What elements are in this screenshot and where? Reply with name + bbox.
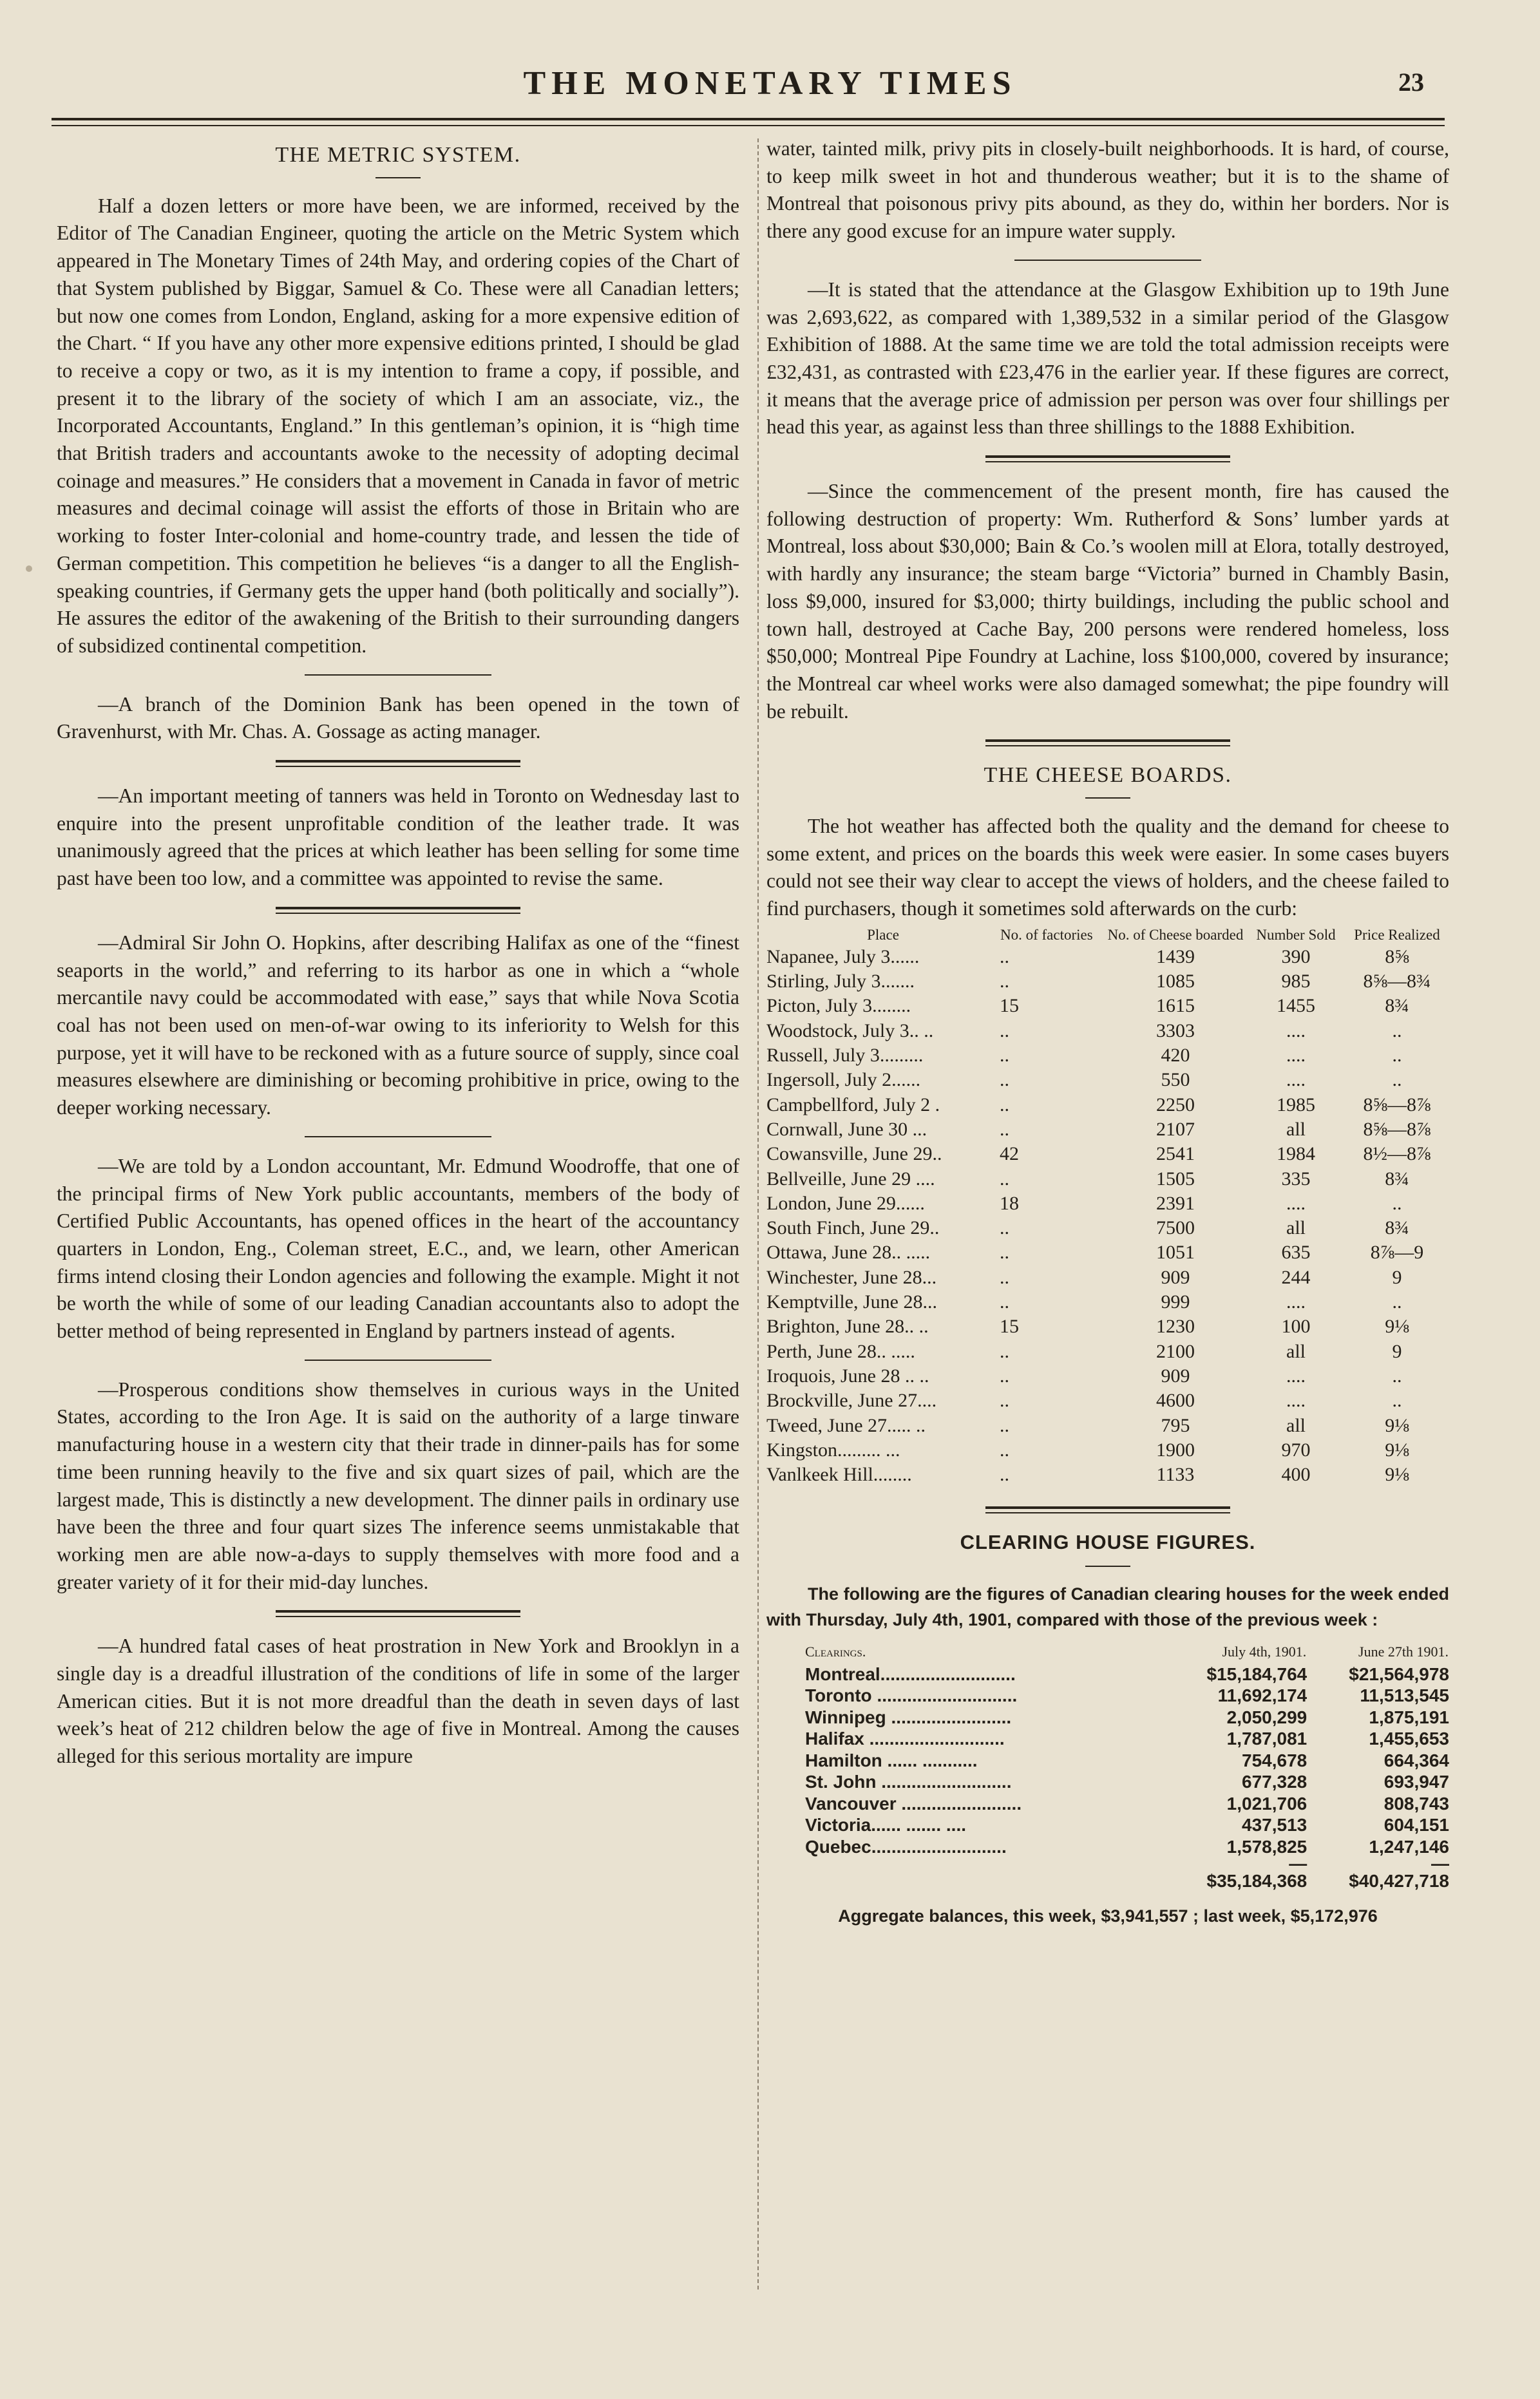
clearing-cell-this-week: 1,578,825 [1226, 1836, 1307, 1857]
cheese-row [766, 994, 1449, 1018]
clearing-dash-row [766, 1857, 1449, 1870]
cheese-cell-sold: 970 [1281, 1439, 1311, 1461]
cheese-cell-sold: 1984 [1277, 1143, 1315, 1165]
cheese-cell-sold: all [1286, 1414, 1306, 1436]
clearing-cell-this-week: 754,678 [1242, 1750, 1307, 1770]
clearing-cell-city: Vancouver ........................ [805, 1793, 1022, 1814]
cheese-cell-place: Tweed, June 27..... .. [766, 1414, 926, 1436]
header-boarded: No. of Cheese boarded [1107, 926, 1244, 943]
cheese-row [766, 1117, 1449, 1142]
clearing-table-header [766, 1640, 1449, 1664]
header-last-week: June 27th 1901. [1358, 1644, 1449, 1660]
separator [276, 760, 520, 767]
page-header [0, 0, 1540, 126]
cheese-table-body [766, 945, 1449, 1488]
cheese-cell-factories: .. [1000, 1242, 1009, 1264]
cheese-cell-boarded: 2100 [1156, 1340, 1195, 1362]
cheese-cell-price: 9⅛ [1385, 1439, 1409, 1461]
clearing-totals-row [766, 1870, 1449, 1892]
cheese-cell-sold: 985 [1281, 971, 1311, 992]
cheese-cell-place: Brighton, June 28.. .. [766, 1316, 929, 1338]
cheese-cell-boarded: 795 [1161, 1414, 1190, 1436]
cheese-cell-sold: .... [1286, 1390, 1306, 1412]
cheese-cell-boarded: 2541 [1156, 1143, 1195, 1165]
clearing-row [766, 1707, 1449, 1729]
cheese-cell-sold: .... [1286, 1365, 1306, 1387]
paper-speck [26, 565, 32, 572]
cheese-cell-factories: .. [1000, 1390, 1009, 1412]
clearing-cell-last-week: 1,875,191 [1369, 1707, 1449, 1727]
clearing-cell-city: Quebec........................... [805, 1836, 1007, 1857]
cheese-cell-factories: .. [1000, 1045, 1009, 1067]
cheese-cell-factories: 42 [1000, 1143, 1019, 1165]
cheese-cell-sold: 635 [1281, 1242, 1311, 1264]
cheese-cell-place: Kemptville, June 28... [766, 1291, 937, 1313]
cheese-cell-boarded: 1230 [1156, 1316, 1195, 1338]
cheese-cell-sold: all [1286, 1340, 1306, 1362]
clearing-cell-last-week: 664,364 [1383, 1750, 1449, 1770]
dominion-bank-item: —A branch of the Dominion Bank has been opened in the town of Gravenhurst, with Mr. Chas. A. Gossage as acting manager. [57, 692, 739, 743]
cheese-cell-factories: .. [1000, 1464, 1009, 1486]
cheese-cell-sold: 400 [1281, 1464, 1311, 1486]
impure-water-continuation: water, tainted milk, privy pits in closely-built neighborhoods. It is hard, of course, to keep milk sweet in hot and thunderous weather; but it is to the shame of Montreal that poisonous privy pits abound, as they do, within her borders. Nor is there any good excuse for an impure water supply. [766, 137, 1449, 243]
cheese-cell-place: Bellveille, June 29 .... [766, 1168, 935, 1190]
cheese-cell-sold: all [1286, 1217, 1306, 1239]
heat-prostration-item: —A hundred fatal cases of heat prostration in New York and Brooklyn in a single day is a dreadful illustration of the conditions of life in some of the larger American cities. But it is not more dreadful than the death in seven days of last week’s heat of 212 children below the age of five in Montreal. Among the causes alleged for this serious mortality are impure [57, 1635, 739, 1768]
cheese-cell-boarded: 7500 [1156, 1217, 1195, 1239]
clearing-cell-this-week: 437,513 [1242, 1815, 1307, 1835]
cheese-cell-place: Stirling, July 3....... [766, 971, 915, 992]
cheese-cell-boarded: 2250 [1156, 1094, 1195, 1115]
cheese-cell-sold: 100 [1281, 1316, 1311, 1338]
header-this-week: July 4th, 1901. [1222, 1644, 1307, 1660]
separator [985, 455, 1230, 462]
cheese-cell-place: Cornwall, June 30 ... [766, 1118, 927, 1140]
cheese-cell-price: .. [1392, 1045, 1402, 1067]
clearing-row [766, 1728, 1449, 1750]
separator [1014, 260, 1201, 261]
cheese-cell-boarded: 2107 [1156, 1118, 1195, 1140]
cheese-cell-factories: .. [1000, 1094, 1009, 1115]
clearing-cell-last-week: 1,455,653 [1369, 1729, 1449, 1749]
clearing-cell-city: Victoria...... ....... .... [805, 1815, 967, 1835]
cheese-cell-place: Campbellford, July 2 . [766, 1094, 940, 1115]
cheese-cell-boarded: 1085 [1156, 971, 1195, 992]
cheese-cell-sold: 244 [1281, 1266, 1311, 1288]
cheese-cell-price: 9⅛ [1385, 1464, 1409, 1486]
cheese-cell-boarded: 550 [1161, 1069, 1190, 1091]
cheese-cell-boarded: 2391 [1156, 1192, 1195, 1214]
clearing-cell-this-week: 677,328 [1242, 1772, 1307, 1792]
cheese-row [766, 1068, 1449, 1092]
cheese-cell-price: .. [1392, 1069, 1402, 1091]
cheese-cell-factories: .. [1000, 1069, 1009, 1091]
cheese-cell-sold: .... [1286, 1045, 1306, 1067]
cheese-row [766, 1142, 1449, 1166]
left-column [57, 135, 739, 1770]
cheese-cell-boarded: 4600 [1156, 1390, 1195, 1412]
separator [276, 1610, 520, 1617]
cheese-row [766, 1043, 1449, 1068]
halifax-item: —Admiral Sir John O. Hopkins, after describing Halifax as one of the “finest seaports in the world,” and referring to its harbor as one in which a “whole mercantile navy could be accommodated with ease,” says that while Nova Scotia coal has not been used on men-of-war owing to its inferiority to Welsh for this purpose, yet it will have to be reckoned with as a future source of supply, since coal measures elsewhere are diminishing or becoming prohibitive in price, owing to the deeper working necessary. [57, 931, 739, 1119]
cheese-cell-sold: .... [1286, 1019, 1306, 1041]
cheese-row [766, 969, 1449, 994]
cheese-cell-sold: all [1286, 1118, 1306, 1140]
cheese-cell-price: 9 [1392, 1340, 1402, 1362]
cheese-cell-price: .. [1392, 1192, 1402, 1214]
cheese-cell-price: 9 [1392, 1266, 1402, 1288]
cheese-row [766, 945, 1449, 969]
cheese-cell-place: Ingersoll, July 2...... [766, 1069, 921, 1091]
cheese-cell-place: Picton, July 3........ [766, 995, 911, 1017]
clearing-cell-city: Halifax ........................... [805, 1729, 1005, 1749]
cheese-cell-place: Brockville, June 27.... [766, 1390, 937, 1412]
cheese-cell-price: 8½—8⅞ [1363, 1143, 1431, 1165]
london-accountants-item: —We are told by a London accountant, Mr. Edmund Woodroffe, that one of the principal firms of New York public accountants, members of the body of Certified Public Accountants, has opened offices in the heart of the accountancy quarters in London, Eng., Coleman street, E.C., and, we learn, other American firms intend closing their London agencies and following the example. Might it not be worth the while of some of our leading Canadian accountants also to adopt the better method of being represented in England by partners instead of agents. [57, 1154, 739, 1343]
clearing-row [766, 1814, 1449, 1836]
header-rule-thin [52, 125, 1445, 126]
cheese-cell-factories: .. [1000, 1266, 1009, 1288]
separator [305, 674, 491, 676]
cheese-cell-boarded: 1615 [1156, 995, 1195, 1017]
clearing-cell-city: St. John .......................... [805, 1772, 1012, 1792]
clearing-row [766, 1750, 1449, 1772]
clearing-cell-city: Montreal........................... [805, 1664, 1016, 1684]
cheese-cell-boarded: 420 [1161, 1045, 1190, 1067]
separator [985, 739, 1230, 746]
header-clearings: Clearings. [805, 1644, 866, 1660]
cheese-cell-boarded: 1133 [1156, 1464, 1195, 1486]
cheese-cell-price: 9⅛ [1385, 1316, 1409, 1338]
clearing-cell-last-week: $21,564,978 [1349, 1664, 1449, 1684]
cheese-cell-price: 8⅝—8⅞ [1363, 1094, 1431, 1115]
cheese-boards-title: THE CHEESE BOARDS. [984, 763, 1232, 788]
clearing-cell-this-week: 11,692,174 [1217, 1685, 1307, 1706]
cheese-cell-price: 8¾ [1385, 1217, 1409, 1239]
cheese-cell-price: 8⅝—8⅞ [1363, 1118, 1431, 1140]
cheese-cell-boarded: 1900 [1156, 1439, 1195, 1461]
cheese-cell-boarded: 1051 [1156, 1242, 1195, 1264]
cheese-cell-price: 8⅝ [1385, 945, 1409, 967]
cheese-cell-place: Russell, July 3......... [766, 1045, 924, 1067]
clearing-cell-this-week: 1,787,081 [1226, 1729, 1307, 1749]
totals-label [766, 1870, 1165, 1892]
clearing-row [766, 1771, 1449, 1793]
cheese-cell-sold: 335 [1281, 1168, 1311, 1190]
cheese-cell-factories: 18 [1000, 1192, 1019, 1214]
cheese-cell-price: .. [1392, 1365, 1402, 1387]
metric-system-title: THE METRIC SYSTEM. [275, 143, 521, 167]
cheese-cell-price: 8¾ [1385, 995, 1409, 1017]
cheese-cell-boarded: 909 [1161, 1266, 1190, 1288]
cheese-cell-price: .. [1392, 1390, 1402, 1412]
clearing-row [766, 1836, 1449, 1858]
cheese-cell-place: Woodstock, July 3.. .. [766, 1019, 934, 1041]
clearing-cell-this-week: 2,050,299 [1226, 1707, 1307, 1727]
cheese-cell-boarded: 999 [1161, 1291, 1190, 1313]
tanners-item: —An important meeting of tanners was held in Toronto on Wednesday last to enquire into the present unprofitable condition of the leather trade. It was unanimously agreed that the prices at which leather has been selling for some time past have been too low, and a committee was appointed to revise the same. [57, 784, 739, 890]
dash: — [1431, 1854, 1449, 1874]
cheese-row [766, 1364, 1449, 1389]
cheese-row [766, 1167, 1449, 1191]
cheese-row [766, 1093, 1449, 1117]
cheese-cell-factories: .. [1000, 1118, 1009, 1140]
cheese-cell-price: .. [1392, 1291, 1402, 1313]
clearing-row [766, 1685, 1449, 1707]
clearing-cell-last-week: 693,947 [1383, 1772, 1449, 1792]
total-last-week: $40,427,718 [1349, 1871, 1449, 1892]
cheese-cell-factories: .. [1000, 1365, 1009, 1387]
cheese-cell-place: Ottawa, June 28.. ..... [766, 1242, 931, 1264]
cheese-cell-sold: .... [1286, 1069, 1306, 1091]
clearing-cell-city: Hamilton ...... ........... [805, 1750, 978, 1770]
masthead: THE MONETARY TIMES [523, 65, 1017, 102]
cheese-cell-boarded: 909 [1161, 1365, 1190, 1387]
cheese-cell-sold: 1455 [1277, 995, 1315, 1017]
header-sold: Number Sold [1256, 926, 1336, 943]
fire-losses-item: —Since the commencement of the present month, fire has caused the following destruction of property: Wm. Rutherford & Sons’ lumber yards at Montreal, loss about $30,000; Bain & Co.’s woolen mill at Elora, totally destroyed, with hardly any insurance; the steam barge “Victoria” burned in Chambly Basin, loss $9,000, insured for $3,000; thirty buildings, including the public school and town hall, destroyed at Cache Bay, 200 persons were rendered homeless, loss $50,000; Montreal Pipe Foundry at Lachine, loss $100,000, covered by insurance; the Montreal car wheel works were also damaged somewhat; the pipe foundry will be rebuilt. [766, 480, 1449, 723]
cheese-cell-boarded: 3303 [1156, 1019, 1195, 1041]
dinner-pails-item: —Prosperous conditions show themselves in curious ways in the United States, according to the Iron Age. It is said on the authority of a large tinware manufacturing house in a western city that their trade in dinner-pails has for some time been running heavily to the five and six quart sizes of pail, which are the largest made, This is distinctly a new development. The dinner pails in ordinary use have been the three and four quart sizes The inference seems unmistakable that working men are able now-a-days to supply themselves with more food and a greater variety of it for their mid-day lunches. [57, 1378, 739, 1593]
cheese-cell-price: .. [1392, 1019, 1402, 1041]
clearing-row [766, 1664, 1449, 1685]
glasgow-exhibition-item: —It is stated that the attendance at the Glasgow Exhibition up to 19th June was 2,693,622, as compared with 1,389,532 in a similar period of the Glasgow Exhibition of 1888. At the same time we are told the total admission receipts were £32,431, as contrasted with £23,476 in the earlier year. If these figures are correct, it means that the average price of admission per person was over four shillings per head this year, as against less than three shillings to the 1888 Exhibition. [766, 278, 1449, 439]
clearing-table [766, 1640, 1449, 1892]
clearing-cell-last-week: 808,743 [1383, 1793, 1449, 1814]
aggregate-balances: Aggregate balances, this week, $3,941,557 ; last week, $5,172,976 [838, 1906, 1378, 1926]
cheese-cell-sold: .... [1286, 1192, 1306, 1214]
cheese-cell-factories: .. [1000, 1217, 1009, 1239]
cheese-cell-boarded: 1439 [1156, 945, 1195, 967]
cheese-cell-sold: 1985 [1277, 1094, 1315, 1115]
clearing-cell-last-week: 11,513,545 [1360, 1685, 1449, 1706]
cheese-row [766, 1216, 1449, 1240]
clearing-cell-city: Toronto ............................ [805, 1685, 1018, 1706]
clearing-cell-last-week: 1,247,146 [1369, 1836, 1449, 1857]
cheese-row [766, 1266, 1449, 1290]
cheese-cell-factories: .. [1000, 1168, 1009, 1190]
cheese-cell-place: Iroquois, June 28 .. .. [766, 1365, 929, 1387]
cheese-row [766, 1389, 1449, 1413]
page-number: 23 [1398, 68, 1424, 97]
cheese-row [766, 1438, 1449, 1463]
cheese-cell-factories: .. [1000, 1340, 1009, 1362]
title-dash [1085, 797, 1130, 799]
cheese-row [766, 1340, 1449, 1364]
cheese-cell-price: 8⅝—8¾ [1363, 971, 1431, 992]
cheese-table-header [766, 927, 1449, 945]
cheese-cell-boarded: 1505 [1156, 1168, 1195, 1190]
cheese-cell-factories: .. [1000, 1019, 1009, 1041]
cheese-cell-place: Kingston......... ... [766, 1439, 900, 1461]
clearing-row [766, 1793, 1449, 1815]
header-factories: No. of factories [1000, 926, 1093, 943]
cheese-cell-factories: 15 [1000, 995, 1019, 1017]
cheese-cell-place: South Finch, June 29.. [766, 1217, 940, 1239]
header-rule [52, 118, 1445, 120]
clearing-cell-last-week: 604,151 [1383, 1815, 1449, 1835]
cheese-table [766, 927, 1449, 1488]
cheese-cell-price: 8⅞—9 [1370, 1242, 1424, 1264]
cheese-cell-factories: .. [1000, 1439, 1009, 1461]
header-place: Place [867, 926, 899, 943]
cheese-cell-price: 8¾ [1385, 1168, 1409, 1190]
cheese-cell-factories: .. [1000, 1291, 1009, 1313]
separator [305, 1360, 491, 1361]
separator [276, 907, 520, 914]
title-dash [375, 177, 421, 178]
cheese-cell-sold: 390 [1281, 945, 1311, 967]
clearing-cell-this-week: 1,021,706 [1226, 1793, 1307, 1814]
dash: — [1289, 1854, 1307, 1874]
clearing-table-body [766, 1664, 1449, 1858]
cheese-cell-factories: .. [1000, 1414, 1009, 1436]
cheese-boards-intro: The hot weather has affected both the quality and the demand for cheese to some extent, and prices on the boards this week were easier. In some cases buyers could not see their way clear to accept the views of holders, and the cheese failed to find purchasers, though it sometimes sold afterwards on the curb: [766, 815, 1449, 920]
clearing-cell-city: Winnipeg ........................ [805, 1707, 1012, 1727]
cheese-cell-sold: .... [1286, 1291, 1306, 1313]
separator [305, 1136, 491, 1137]
cheese-cell-factories: .. [1000, 971, 1009, 992]
separator [985, 1506, 1230, 1513]
clearing-house-intro: The following are the figures of Canadian clearing houses for the week ended with Thursday, July 4th, 1901, compared with those of the previous week : [766, 1584, 1449, 1630]
clearing-cell-this-week: $15,184,764 [1206, 1664, 1307, 1684]
cheese-cell-price: 9⅛ [1385, 1414, 1409, 1436]
cheese-row [766, 1191, 1449, 1216]
cheese-row [766, 1240, 1449, 1265]
cheese-cell-place: Winchester, June 28... [766, 1266, 937, 1288]
title-dash [1085, 1566, 1130, 1567]
cheese-cell-place: Napanee, July 3...... [766, 945, 920, 967]
cheese-row [766, 1314, 1449, 1339]
cheese-row [766, 1019, 1449, 1043]
cheese-cell-place: Cowansville, June 29.. [766, 1143, 942, 1165]
cheese-row [766, 1290, 1449, 1314]
cheese-row [766, 1414, 1449, 1438]
cheese-row [766, 1463, 1449, 1487]
cheese-cell-place: London, June 29...... [766, 1192, 925, 1214]
column-divider [757, 138, 759, 2290]
cheese-cell-place: Perth, June 28.. ..... [766, 1340, 915, 1362]
cheese-cell-place: Vanlkeek Hill........ [766, 1464, 912, 1486]
total-this-week: $35,184,368 [1206, 1871, 1307, 1892]
right-column [766, 135, 1449, 1930]
header-price: Price Realized [1354, 926, 1440, 943]
clearing-house-title: CLEARING HOUSE FIGURES. [960, 1531, 1256, 1554]
metric-system-article: Half a dozen letters or more have been, we are informed, received by the Editor of The Canadian Engineer, quoting the article on the Metric System which appeared in The Monetary Times of 24th May, and ordering copies of the Chart of that System published by Biggar, Samuel & Co. These were all Canadian letters; but now one comes from London, England, asking for a more expensive edition of the Chart. “ If you have any other more expensive editions printed, I should be glad to receive a copy or two, as it is my intention to frame a copy, if possible, and present it to the library of the society of which I am an associate, viz., the Incorporated Accountants, England.” In this gentleman’s opinion, it is “high time that British traders and accountants awoke to the necessity of adopting decimal coinage and measures.” He considers that a movement in Canada in favor of metric measures and decimal coinage will assist the efforts of those in Britain who are working to foster Inter-colonial and home-country trade, and lessen the tide of German competition. This competition he believes “is a danger to all the English-speaking countries, if Germany gets the upper hand (both politically and socially”). He assures the editor of the awakening of the British to their surrounding dangers of subsidized continental competition. [57, 194, 739, 657]
cheese-cell-factories: 15 [1000, 1316, 1019, 1338]
cheese-cell-factories: .. [1000, 945, 1009, 967]
